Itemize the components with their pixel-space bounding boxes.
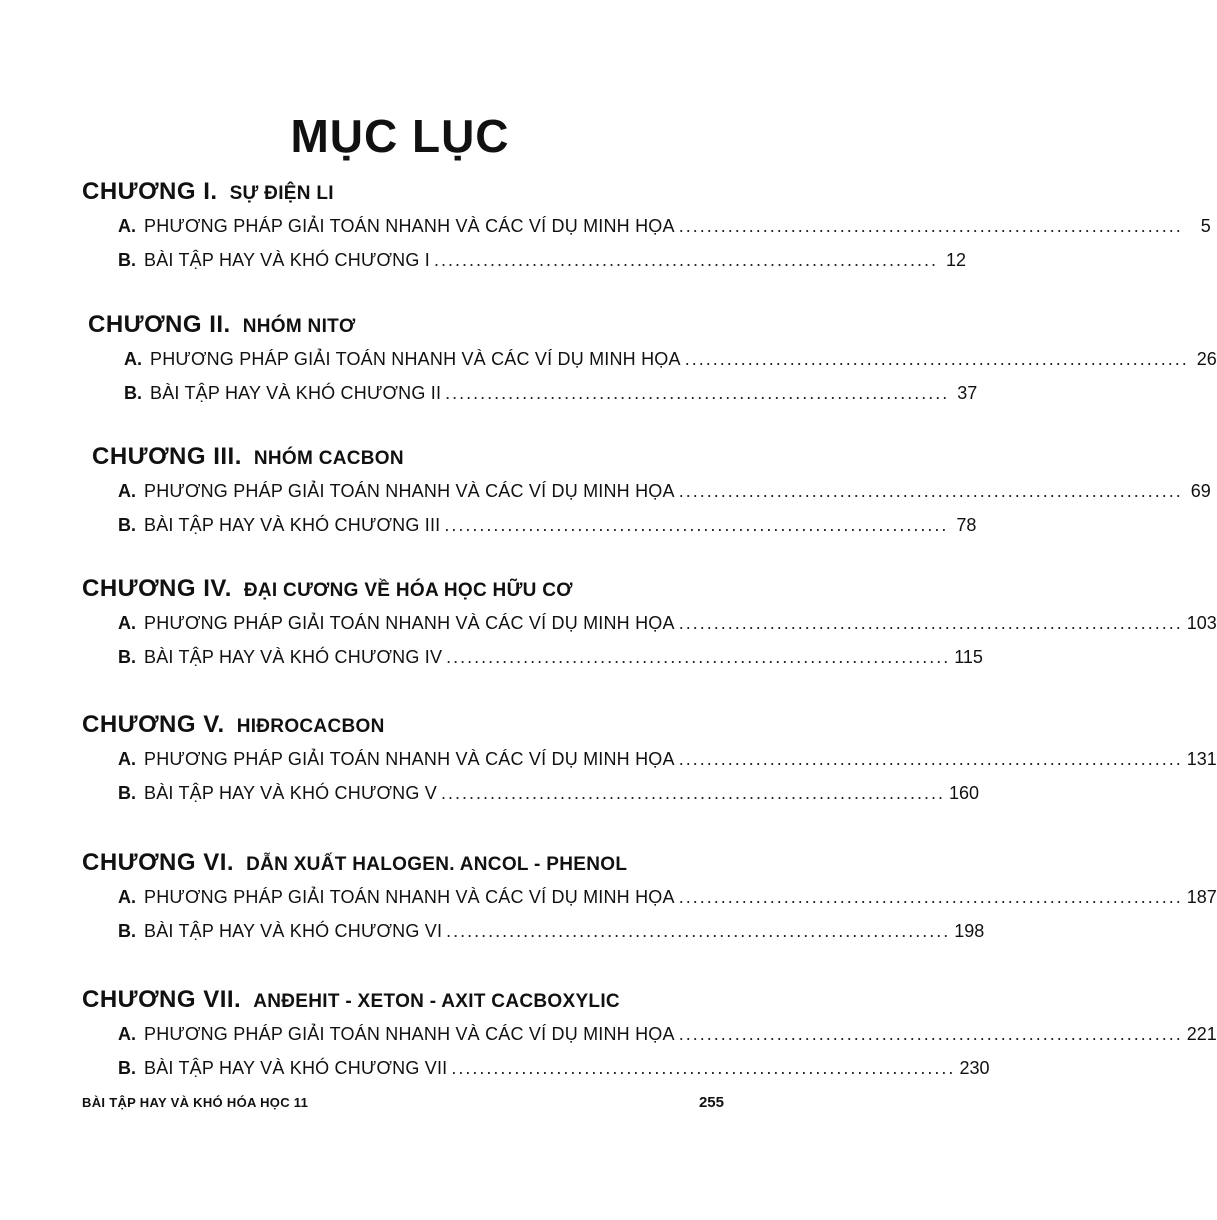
entry-text: BÀI TẬP HAY VÀ KHÓ CHƯƠNG IV (144, 647, 443, 667)
dot-leader: ........................................................................ (451, 1058, 956, 1078)
entry-text: BÀI TẬP HAY VÀ KHÓ CHƯƠNG I (144, 250, 430, 270)
chapter-number: CHƯƠNG I. (82, 178, 218, 205)
chapter-number: CHƯƠNG IV. (82, 575, 232, 602)
toc-entry[interactable] (118, 742, 1217, 776)
entry-letter: B. (118, 921, 136, 941)
toc-entry[interactable] (124, 342, 1217, 376)
toc-entry[interactable] (118, 1017, 1217, 1051)
dot-leader: ........................................................................ (678, 1024, 1183, 1044)
entry-page: 37 (957, 383, 978, 403)
entry-text: PHƯƠNG PHÁP GIẢI TOÁN NHANH VÀ CÁC VÍ DỤ MINH HỌA (150, 349, 681, 369)
entry-letter: B. (118, 515, 136, 535)
dot-leader: ........................................................................ (678, 749, 1183, 769)
chapter-number: CHƯƠNG II. (88, 311, 231, 338)
chapter-3 (92, 440, 1211, 542)
toc-entry[interactable] (118, 474, 1211, 508)
entry-letter: A. (118, 216, 136, 236)
chapter-name: NHÓM NITƠ (242, 316, 356, 337)
dot-leader: ........................................................................ (446, 921, 951, 941)
entry-text: BÀI TẬP HAY VÀ KHÓ CHƯƠNG VI (144, 921, 443, 941)
dot-leader: ........................................................................ (440, 783, 946, 803)
entry-page: 187 (1186, 887, 1217, 907)
chapter-4 (82, 572, 1217, 674)
chapter-heading (82, 846, 742, 880)
footer-page-number: 255 (698, 1094, 724, 1111)
entry-letter: B. (118, 647, 136, 667)
chapter-heading (82, 572, 742, 606)
dot-leader: ........................................................................ (678, 887, 1183, 907)
chapter-1 (82, 175, 1211, 277)
chapter-heading (82, 708, 742, 742)
entry-text: PHƯƠNG PHÁP GIẢI TOÁN NHANH VÀ CÁC VÍ DỤ MINH HỌA (144, 887, 675, 907)
chapter-name: ĐẠI CƯƠNG VỀ HÓA HỌC HỮU CƠ (243, 580, 573, 601)
chapter-number: CHƯƠNG VI. (82, 849, 235, 876)
toc-entry[interactable] (118, 914, 985, 948)
chapter-2 (88, 308, 1217, 410)
entry-page: 115 (954, 647, 983, 667)
toc-entry[interactable] (118, 880, 1217, 914)
dot-leader: ........................................................................ (444, 515, 949, 535)
entry-letter: B. (118, 250, 136, 270)
toc-entry[interactable] (124, 376, 978, 410)
dot-leader: ........................................................................ (445, 383, 950, 403)
chapter-name: ANĐEHIT - XETON - AXIT CACBOXYLIC (253, 991, 620, 1012)
entry-letter: A. (118, 749, 136, 769)
entry-text: PHƯƠNG PHÁP GIẢI TOÁN NHANH VÀ CÁC VÍ DỤ MINH HỌA (144, 749, 675, 769)
dot-leader: ........................................................................ (684, 349, 1189, 369)
entry-text: PHƯƠNG PHÁP GIẢI TOÁN NHANH VÀ CÁC VÍ DỤ MINH HỌA (144, 1024, 675, 1044)
entry-text: BÀI TẬP HAY VÀ KHÓ CHƯƠNG III (144, 515, 441, 535)
entry-page: 230 (959, 1058, 990, 1078)
dot-leader: ........................................................................ (446, 647, 951, 667)
dot-leader: ........................................................................ (678, 216, 1183, 236)
chapter-name: DẪN XUẤT HALOGEN. ANCOL - PHENOL (246, 854, 628, 875)
entry-letter: A. (124, 349, 142, 369)
chapter-heading (92, 440, 752, 474)
toc-entry[interactable] (118, 508, 977, 542)
chapter-6 (82, 846, 1217, 948)
entry-page: 5 (1200, 216, 1211, 236)
entry-letter: A. (118, 613, 136, 633)
toc-entry[interactable] (118, 243, 967, 277)
entry-text: PHƯƠNG PHÁP GIẢI TOÁN NHANH VÀ CÁC VÍ DỤ MINH HỌA (144, 216, 675, 236)
entry-letter: A. (118, 887, 136, 907)
entry-letter: A. (118, 481, 136, 501)
chapter-name: SỰ ĐIỆN LI (229, 183, 334, 204)
dot-leader: ........................................................................ (678, 481, 1183, 501)
toc-entry[interactable] (118, 776, 980, 810)
entry-page: 198 (954, 921, 985, 941)
entry-letter: A. (118, 1024, 136, 1044)
chapter-name: HIĐROCACBON (236, 716, 385, 737)
footer-book-title: BÀI TẬP HAY VÀ KHÓ HÓA HỌC 11 (82, 1095, 309, 1110)
entry-page: 12 (946, 250, 967, 270)
chapter-heading (82, 175, 742, 209)
page-title: MỤC LỤC (290, 110, 510, 162)
chapter-number: CHƯƠNG III. (92, 443, 242, 470)
dot-leader: ........................................................................ (433, 250, 939, 270)
entry-letter: B. (118, 1058, 136, 1078)
toc-entry[interactable] (118, 640, 983, 674)
entry-text: BÀI TẬP HAY VÀ KHÓ CHƯƠNG VII (144, 1058, 448, 1078)
entry-page: 103 (1186, 613, 1217, 633)
entry-text: PHƯƠNG PHÁP GIẢI TOÁN NHANH VÀ CÁC VÍ DỤ MINH HỌA (144, 481, 675, 501)
entry-text: BÀI TẬP HAY VÀ KHÓ CHƯƠNG II (150, 383, 442, 403)
entry-text: BÀI TẬP HAY VÀ KHÓ CHƯƠNG V (144, 783, 437, 803)
entry-page: 69 (1190, 481, 1211, 501)
dot-leader: ........................................................................ (678, 613, 1183, 633)
chapter-heading (88, 308, 748, 342)
toc-entry[interactable] (118, 606, 1217, 640)
chapter-5 (82, 708, 1217, 810)
entry-page: 221 (1186, 1024, 1217, 1044)
chapter-7 (82, 983, 1217, 1085)
toc-entry[interactable] (118, 209, 1211, 243)
toc-entry[interactable] (118, 1051, 990, 1085)
entry-letter: B. (118, 783, 136, 803)
entry-page: 160 (949, 783, 980, 803)
entry-page: 131 (1186, 749, 1217, 769)
entry-text: PHƯƠNG PHÁP GIẢI TOÁN NHANH VÀ CÁC VÍ DỤ MINH HỌA (144, 613, 675, 633)
page-footer (82, 1094, 724, 1111)
chapter-heading (82, 983, 742, 1017)
entry-page: 26 (1196, 349, 1217, 369)
chapter-number: CHƯƠNG V. (82, 711, 225, 738)
chapter-number: CHƯƠNG VII. (82, 986, 242, 1013)
entry-letter: B. (124, 383, 142, 403)
chapter-name: NHÓM CACBON (253, 448, 404, 469)
entry-page: 78 (956, 515, 977, 535)
